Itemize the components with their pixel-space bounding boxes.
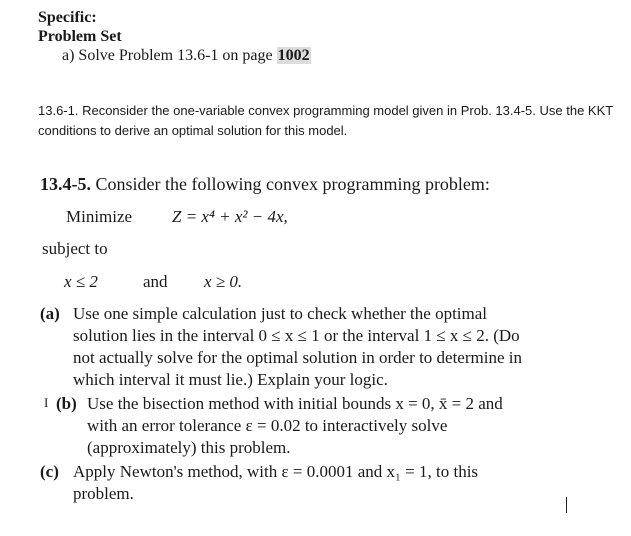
- task-a: [62, 47, 311, 65]
- part-c-text: Apply Newton's method, with ε = 0.0001 and x₁ = 1, to this problem.: [73, 462, 479, 503]
- part-a: [40, 303, 540, 393]
- problem-number: 13.4-5.: [40, 174, 91, 194]
- subject-to-label: subject to: [42, 239, 108, 258]
- part-b-text: Use the bisection method with initial bounds x = 0, x̄ = 2 and with an error tolerance ε = 0.02 to interactively solve (approximately) this problem.: [87, 394, 503, 457]
- heading-problem-set: Problem Set: [38, 28, 122, 45]
- part-c: [40, 461, 540, 507]
- textbook-problem-title: [40, 174, 490, 195]
- part-a-text: Use one simple calculation just to check whether the optimal solution lies in the interval 0 ≤ x ≤ 1 or the interval 1 ≤ x ≤ 2. (Do not actually solve for the optimal solution in order to determine in which interval it must lie.) Explain your logic.: [73, 304, 522, 389]
- reference-problem: 13.6-1. Reconsider the one-variable convex programming model given in Prob. 13.4-5. Use the KKT conditions to derive an optimal solution for this model.: [38, 103, 613, 138]
- text-cursor: [566, 497, 567, 513]
- part-c-label: (c): [40, 462, 59, 481]
- task-a-page-highlight: 1002: [277, 47, 310, 64]
- part-b: [40, 393, 540, 461]
- part-b-label: (b): [56, 394, 77, 413]
- problem-title-text: Consider the following convex programming problem:: [91, 174, 490, 194]
- part-a-label: (a): [40, 304, 60, 323]
- interactive-routine-marker-icon: I: [44, 395, 49, 410]
- task-a-prefix: a) Solve Problem 13.6-1 on page: [62, 47, 277, 64]
- constraint-upper: x ≤ 2: [64, 272, 98, 291]
- heading-specific: Specific:: [38, 9, 97, 26]
- constraint-and: and: [143, 272, 168, 291]
- objective-function: Z = x⁴ + x² − 4x,: [172, 207, 288, 226]
- constraint-nonneg: x ≥ 0.: [204, 272, 243, 291]
- minimize-label: Minimize: [66, 207, 133, 226]
